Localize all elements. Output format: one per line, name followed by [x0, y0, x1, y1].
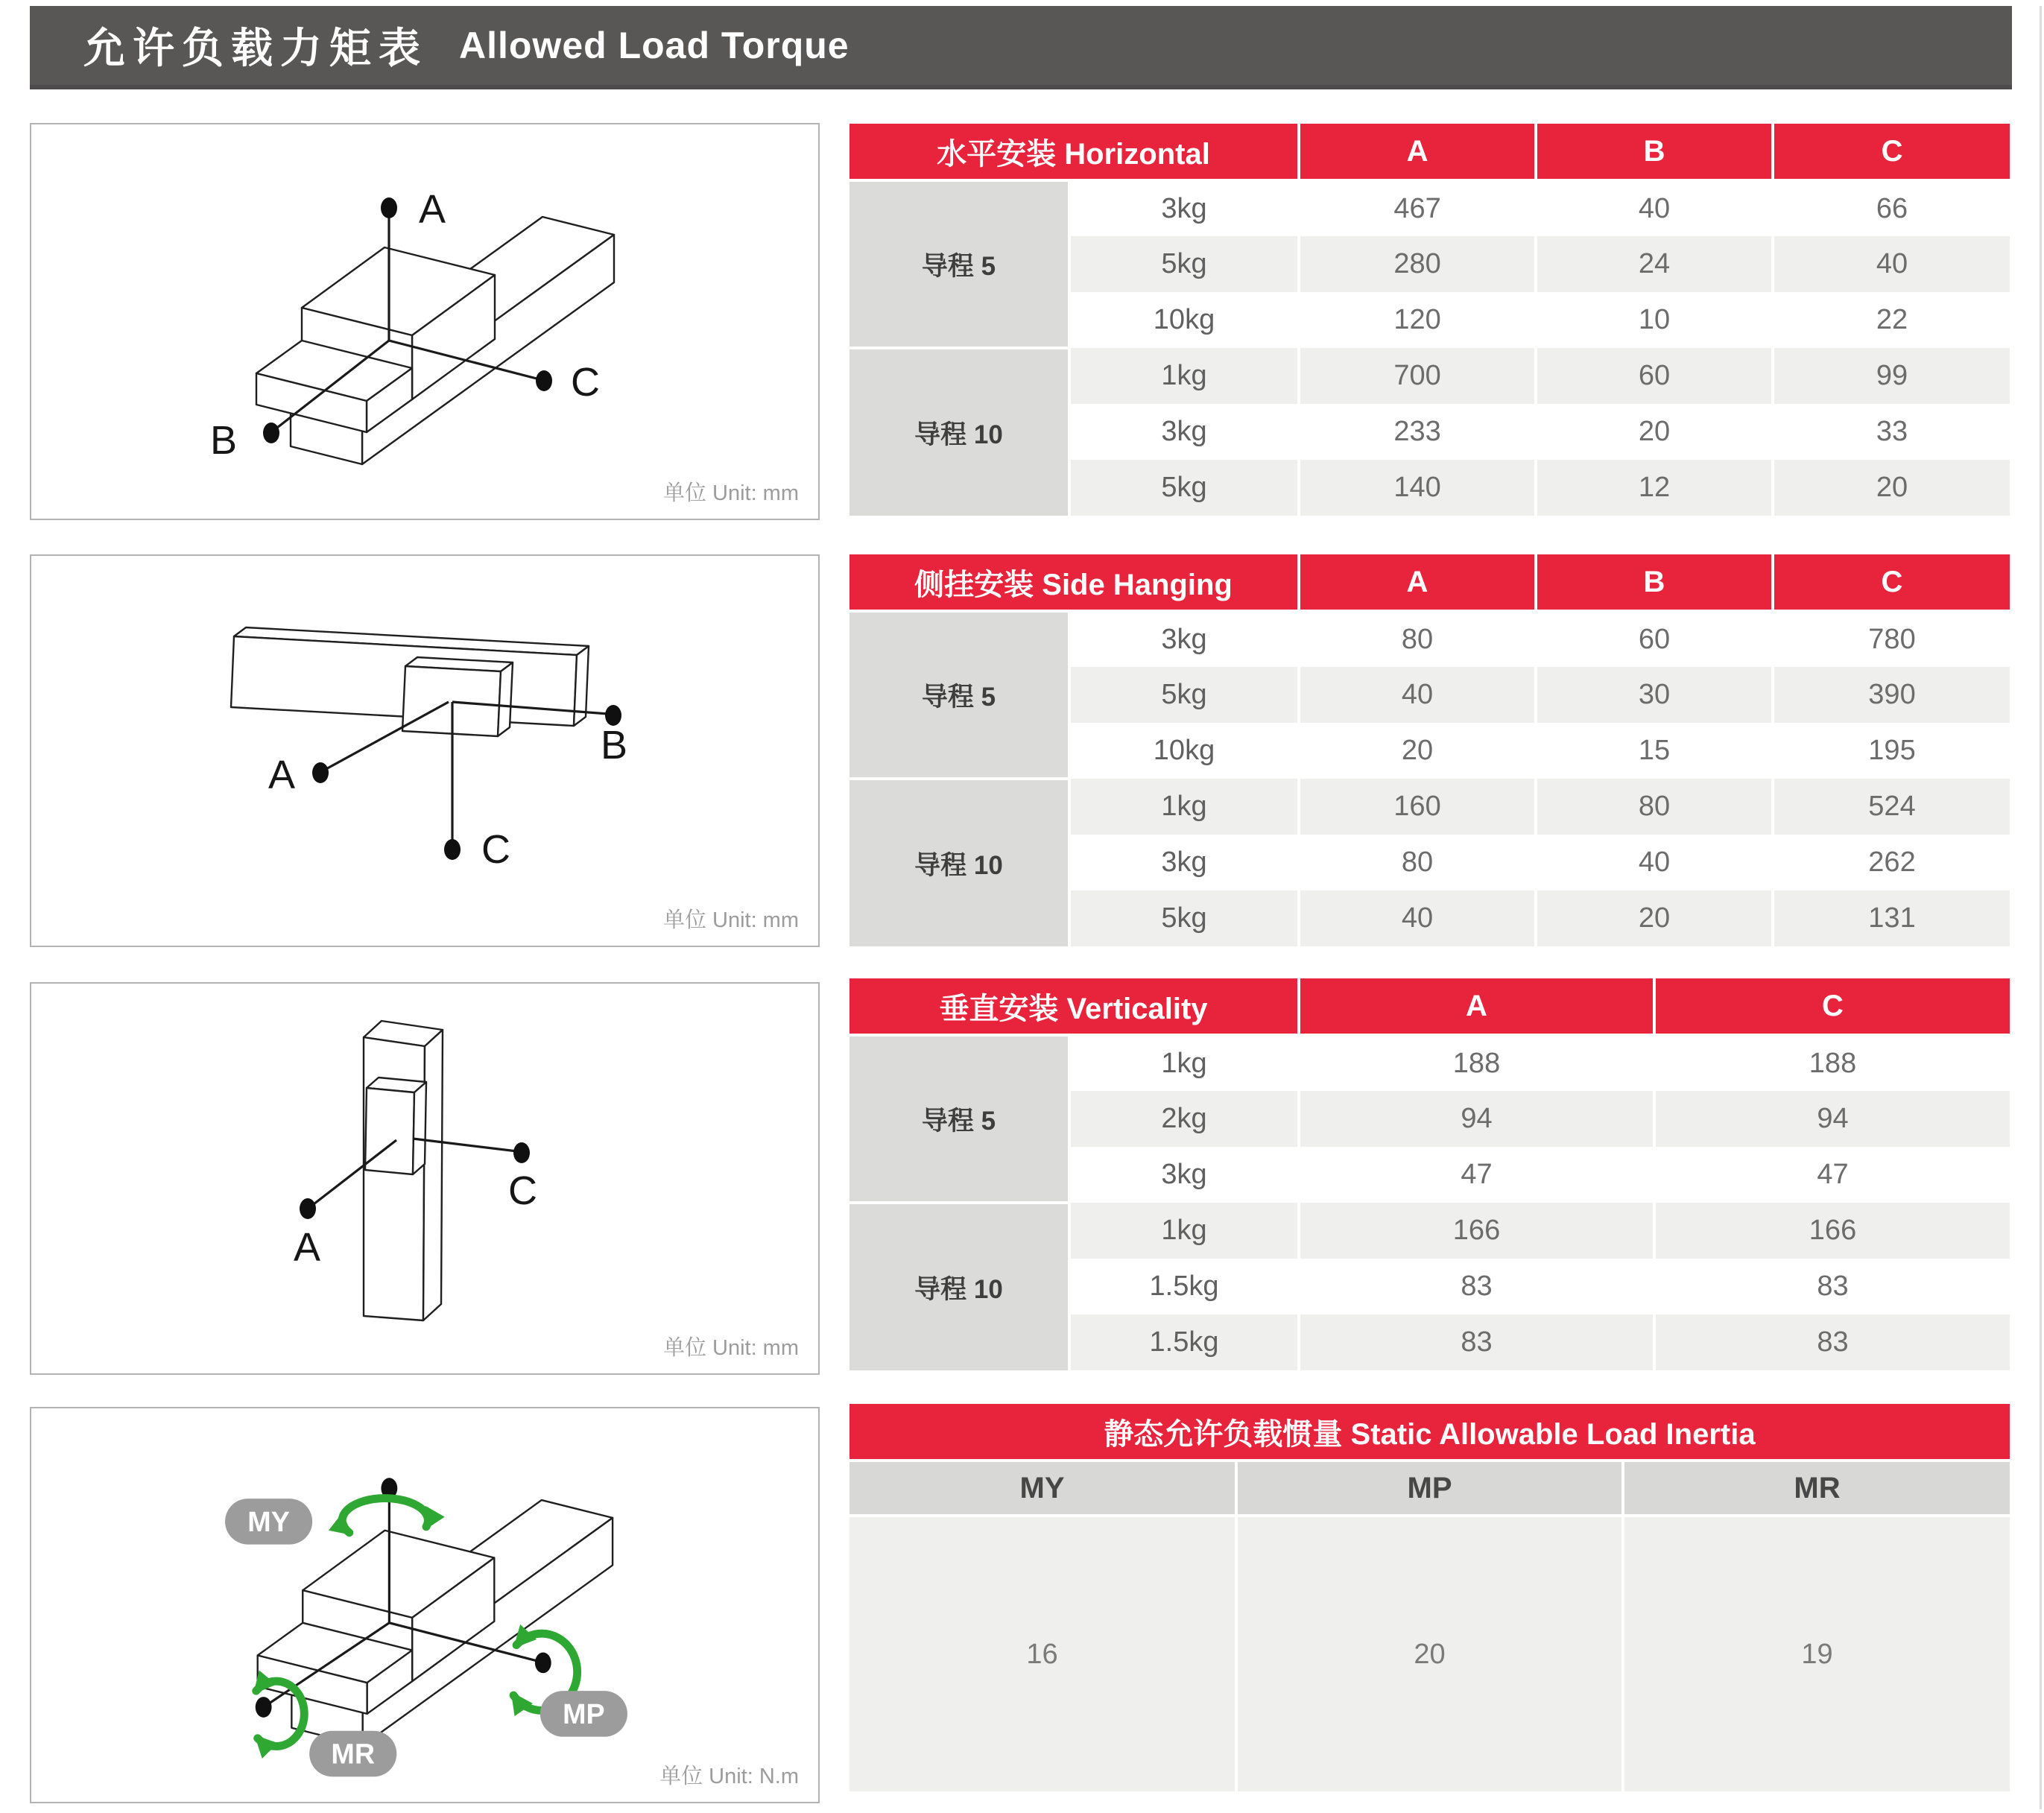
axis-a-dot	[312, 762, 329, 783]
value-cell: 94	[1299, 1091, 1654, 1147]
table-title: 垂直安装 Verticality	[849, 978, 1299, 1035]
value-cell: 94	[1654, 1091, 2010, 1147]
value-cell: 15	[1536, 723, 1773, 779]
column-header: B	[1536, 124, 1773, 180]
group-label: 导程 5	[849, 180, 1069, 348]
value-cell: 66	[1773, 180, 2010, 236]
axis-c-dot	[444, 839, 461, 860]
value-cell: 524	[1773, 779, 2010, 835]
page-header	[30, 6, 2012, 89]
load-cell: 3kg	[1069, 404, 1299, 460]
load-table	[849, 554, 2010, 946]
my-badge	[225, 1499, 312, 1545]
my-badge-label: MY	[247, 1505, 290, 1537]
column-header: A	[1299, 124, 1536, 180]
axis-c-label: C	[571, 360, 600, 405]
value-cell: 188	[1299, 1035, 1654, 1091]
value-cell: 60	[1536, 611, 1773, 667]
value-cell: 83	[1299, 1259, 1654, 1314]
static-moment-diagram	[30, 1407, 820, 1803]
value-cell: 120	[1299, 292, 1536, 348]
value-cell: 80	[1299, 611, 1536, 667]
value-cell: 700	[1299, 348, 1536, 404]
carriage-block	[402, 657, 513, 736]
column-header: MP	[1236, 1461, 1623, 1516]
table-title: 静态允许负载惯量 Static Allowable Load Inertia	[849, 1404, 2010, 1461]
load-cell: 5kg	[1069, 890, 1299, 946]
axis-a-label: A	[294, 1225, 321, 1270]
value-cell: 40	[1536, 835, 1773, 890]
value-cell: 233	[1299, 404, 1536, 460]
page-title-en: Allowed Load Torque	[459, 25, 849, 66]
value-cell: 188	[1654, 1035, 2010, 1091]
load-cell: 5kg	[1069, 460, 1299, 516]
column-header: MY	[849, 1461, 1236, 1516]
table-title: 水平安装 Horizontal	[849, 124, 1299, 180]
axis-roll-dot	[256, 1697, 272, 1718]
load-cell: 1.5kg	[1069, 1314, 1299, 1370]
table-horizontal-mounting	[849, 124, 2010, 516]
load-cell: 2kg	[1069, 1091, 1299, 1147]
load-cell: 3kg	[1069, 180, 1299, 236]
vertical-drawing	[31, 984, 818, 1373]
mr-badge	[309, 1731, 396, 1777]
axis-c-dot	[513, 1142, 530, 1163]
value-cell: 40	[1299, 667, 1536, 723]
side-hanging-drawing	[31, 556, 818, 946]
value-cell: 80	[1299, 835, 1536, 890]
axis-b-dot	[263, 423, 279, 443]
load-cell: 1kg	[1069, 779, 1299, 835]
load-cell: 1kg	[1069, 348, 1299, 404]
table-title: 侧挂安装 Side Hanging	[849, 554, 1299, 611]
value-cell: 20	[1536, 404, 1773, 460]
axis-a-label: A	[268, 753, 296, 797]
value-cell: 60	[1536, 348, 1773, 404]
value-cell: 47	[1654, 1147, 2010, 1203]
load-cell: 5kg	[1069, 667, 1299, 723]
value-cell: 262	[1773, 835, 2010, 890]
unit-label: 单位 Unit: mm	[662, 908, 799, 932]
load-cell: 3kg	[1069, 611, 1299, 667]
value-cell: 160	[1299, 779, 1536, 835]
moment-drawing	[31, 1408, 818, 1802]
unit-label: 单位 Unit: N.m	[659, 1765, 799, 1788]
load-table	[849, 1404, 2010, 1791]
table-side-hanging	[849, 554, 2010, 946]
table-vertical-mounting	[849, 978, 2010, 1370]
axis-c-label: C	[508, 1168, 537, 1213]
value-cell: 20	[1773, 460, 2010, 516]
value-cell: 12	[1536, 460, 1773, 516]
value-cell: 166	[1299, 1203, 1654, 1259]
value-cell: 467	[1299, 180, 1536, 236]
load-cell: 3kg	[1069, 1147, 1299, 1203]
value-cell: 80	[1536, 779, 1773, 835]
axis-b-label: B	[210, 418, 238, 463]
column-header: C	[1654, 978, 2010, 1035]
inertia-value: 19	[1623, 1516, 2010, 1791]
column-header: B	[1536, 554, 1773, 611]
inertia-value: 16	[849, 1516, 1236, 1791]
axis-a-dot	[300, 1198, 316, 1219]
load-cell: 10kg	[1069, 723, 1299, 779]
value-cell: 99	[1773, 348, 2010, 404]
value-cell: 83	[1654, 1259, 2010, 1314]
horizontal-diagram-drawing	[31, 124, 818, 519]
value-cell: 47	[1299, 1147, 1654, 1203]
value-cell: 20	[1299, 723, 1536, 779]
table-static-load-inertia	[849, 1404, 2010, 1791]
axis-b-label: B	[601, 723, 628, 768]
column-header: A	[1299, 554, 1536, 611]
value-cell: 195	[1773, 723, 2010, 779]
load-cell: 10kg	[1069, 292, 1299, 348]
group-label: 导程 10	[849, 348, 1069, 516]
mr-badge-label: MR	[331, 1738, 376, 1770]
axis-c-label: C	[481, 827, 510, 872]
axis-a-label: A	[419, 187, 446, 232]
mp-badge	[540, 1691, 627, 1737]
group-label: 导程 5	[849, 611, 1069, 779]
value-cell: 131	[1773, 890, 2010, 946]
value-cell: 30	[1536, 667, 1773, 723]
page-edge-line	[2040, 6, 2042, 1809]
column-header: MR	[1623, 1461, 2010, 1516]
inertia-value: 20	[1236, 1516, 1623, 1791]
value-cell: 780	[1773, 611, 2010, 667]
vertical-mounting-diagram	[30, 982, 820, 1375]
value-cell: 390	[1773, 667, 2010, 723]
axis-c-dot	[536, 370, 552, 391]
group-label: 导程 5	[849, 1035, 1069, 1203]
value-cell: 166	[1654, 1203, 2010, 1259]
axis-a-dot	[381, 197, 397, 218]
page-title-zh: 允许负载力矩表	[83, 25, 428, 72]
side-hanging-diagram	[30, 554, 820, 947]
horizontal-mounting-diagram	[30, 123, 820, 520]
value-cell: 40	[1536, 180, 1773, 236]
value-cell: 24	[1536, 236, 1773, 292]
value-cell: 33	[1773, 404, 2010, 460]
load-cell: 5kg	[1069, 236, 1299, 292]
value-cell: 140	[1299, 460, 1536, 516]
value-cell: 83	[1654, 1314, 2010, 1370]
group-label: 导程 10	[849, 1203, 1069, 1370]
load-cell: 1kg	[1069, 1203, 1299, 1259]
load-cell: 1kg	[1069, 1035, 1299, 1091]
group-label: 导程 10	[849, 779, 1069, 946]
unit-label: 单位 Unit: mm	[662, 1336, 799, 1360]
carriage-block	[365, 1078, 426, 1174]
load-cell: 1.5kg	[1069, 1259, 1299, 1314]
value-cell: 280	[1299, 236, 1536, 292]
value-cell: 40	[1299, 890, 1536, 946]
load-table	[849, 978, 2010, 1370]
value-cell: 20	[1536, 890, 1773, 946]
my-rotation-arrow-icon	[342, 1499, 428, 1533]
load-cell: 3kg	[1069, 835, 1299, 890]
value-cell: 83	[1299, 1314, 1654, 1370]
value-cell: 22	[1773, 292, 2010, 348]
mp-badge-label: MP	[563, 1697, 605, 1730]
unit-label: 单位 Unit: mm	[662, 481, 799, 505]
column-header: C	[1773, 554, 2010, 611]
column-header: C	[1773, 124, 2010, 180]
load-table	[849, 124, 2010, 516]
column-header: A	[1299, 978, 1654, 1035]
value-cell: 40	[1773, 236, 2010, 292]
value-cell: 10	[1536, 292, 1773, 348]
axis-pitch-dot	[535, 1653, 551, 1674]
